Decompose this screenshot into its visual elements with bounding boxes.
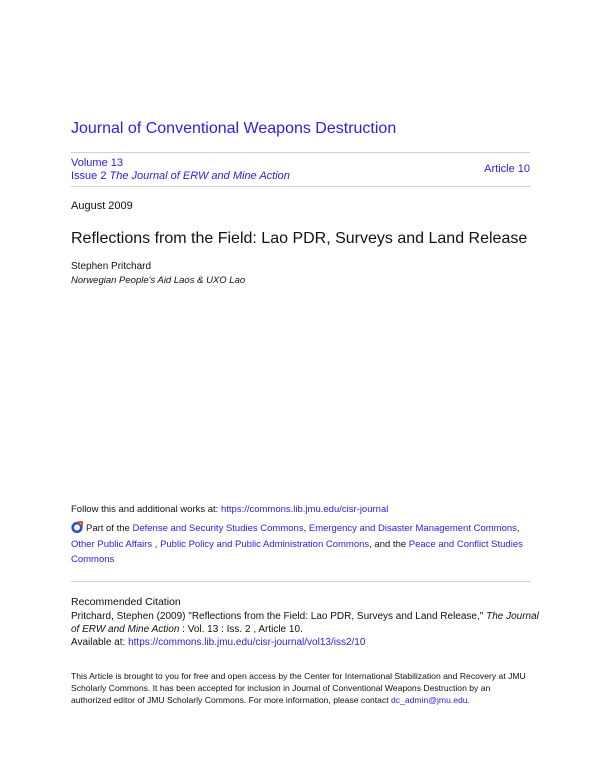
citation-part: Pritchard, Stephen (2009) "Reflections from the Field: Lao PDR, Surveys and Land Release," [71,611,487,622]
footer-notice [71,670,531,706]
author-affiliation: Norwegian People's Aid Laos & UXO Lao [71,275,246,286]
volume-link[interactable]: Volume 13 [71,157,123,169]
issue-link[interactable] [71,170,290,183]
citation-journal: The Journal of ERW and Mine Action [71,611,539,635]
discipline-link[interactable]: Other Public Affairs [71,538,153,550]
footer-end: . [467,695,470,705]
article-title: Reflections from the Field: Lao PDR, Surveys and Land Release [71,230,528,247]
divider [71,186,530,187]
separator: , [516,523,520,534]
discipline-link[interactable]: Peace and Conflict Studies Commons [71,538,523,565]
publication-date: August 2009 [71,200,133,212]
article-url-link[interactable]: https://commons.lib.jmu.edu/cisr-journal/vol13/iss2/10 [128,637,366,648]
author-name: Stephen Pritchard [71,261,152,272]
discipline-link[interactable]: Emergency and Disaster Management Commons [308,523,517,534]
part-of-disciplines [71,521,541,568]
recommended-citation [71,596,541,649]
divider [71,581,530,582]
author-block [71,260,245,288]
citation-part: : Vol. 13 : Iss. 2 , Article 10. [179,624,303,635]
follow-line [71,502,388,518]
repository-link[interactable]: https://commons.lib.jmu.edu/cisr-journal [220,504,389,515]
available-at [71,636,541,649]
contact-email-link[interactable]: dc_admin@jmu.edu [391,695,468,705]
discipline-link[interactable]: Defense and Security Studies Commons [132,523,304,534]
footer-text: This Article is brought to you for free and open access by the Center for International Stabilization and Recovery at JMU Scholarly Commons. It has been accepted for inclusion in Journal of Conventional Weapons Destruction by an authorized editor of JMU Scholarly Commons. For more information, please contact [71,671,526,705]
separator: , [152,538,161,550]
citation-text [71,610,541,636]
separator: , [303,523,309,534]
volume-issue [71,157,290,183]
issue-name: The Journal of ERW and Mine Action [109,170,290,182]
citation-heading: Recommended Citation [71,596,181,608]
discipline-link[interactable]: Public Policy and Public Administration Commons [160,538,370,550]
follow-text: Follow this and additional works at: [71,504,221,515]
article-number-link[interactable]: Article 10 [484,163,530,175]
separator: , and the [369,538,409,550]
commons-network-icon [71,521,83,533]
divider [71,152,530,153]
part-of-prefix: Part of the [86,523,133,534]
issue-number: Issue 2 [71,170,107,182]
available-label: Available at: [71,637,129,648]
journal-title-link[interactable]: Journal of Conventional Weapons Destruction [71,120,397,137]
